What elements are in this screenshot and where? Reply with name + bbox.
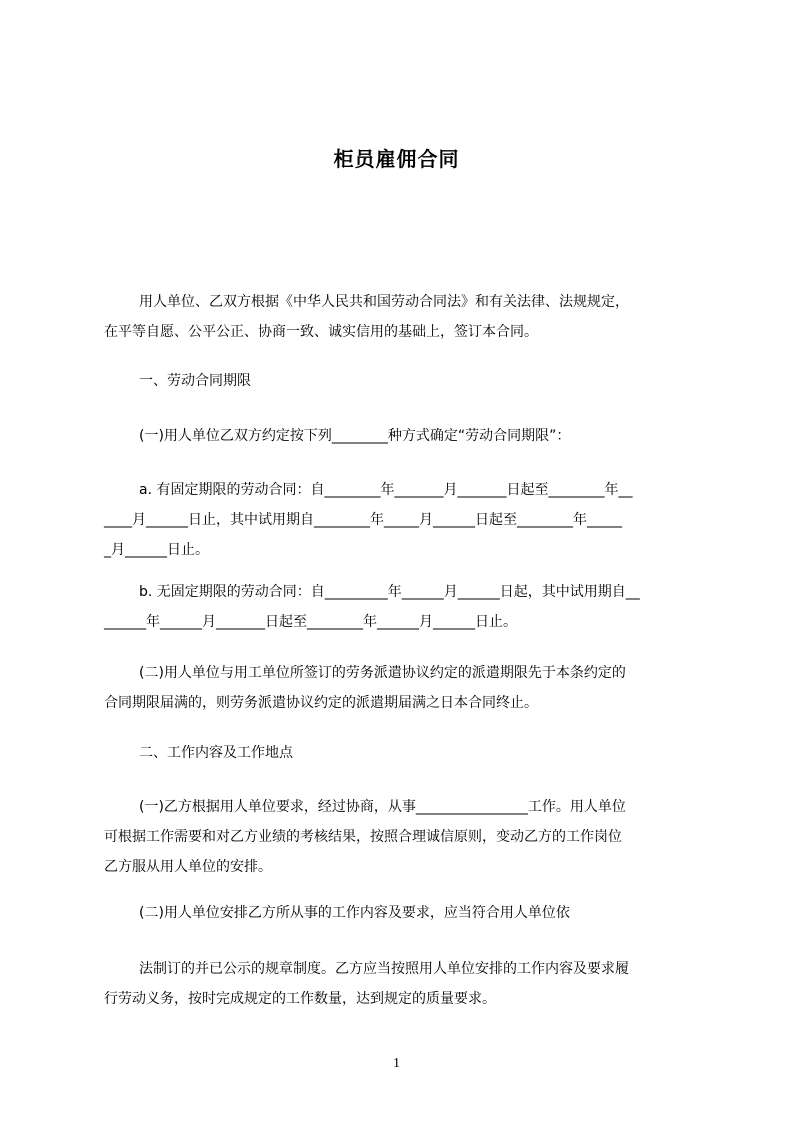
paragraph-line: ____月______日止，其中试用期自________年_____月______日起至________年_____ bbox=[104, 512, 622, 528]
paragraph-line: (二)用人单位安排乙方所从事的工作内容及要求，应当符合用人单位依 bbox=[139, 905, 570, 921]
paragraph-line: 行劳动义务，按时完成规定的工作数量，达到规定的质量要求。 bbox=[104, 991, 496, 1007]
document-title: 柜员雇佣合同 bbox=[333, 147, 460, 171]
paragraph-line: ______年______月_______日起至________年______月______日止。 bbox=[104, 614, 517, 630]
paragraph-line: 法制订的并已公示的规章制度。乙方应当按照用人单位安排的工作内容及要求履 bbox=[139, 961, 629, 977]
paragraph-line: (一)用人单位乙双方约定按下列________种方式确定“劳动合同期限”： bbox=[139, 428, 571, 444]
paragraph-line: _月______日止。 bbox=[104, 542, 209, 558]
paragraph-clause-2-1 bbox=[104, 792, 700, 882]
paragraph-fixed-term bbox=[104, 475, 700, 565]
section-heading-work bbox=[104, 738, 700, 768]
paragraph-line: 乙方服从用人单位的安排。 bbox=[104, 859, 272, 875]
paragraph-clause-1-2 bbox=[104, 658, 700, 718]
paragraph-clause-1-1 bbox=[104, 421, 700, 451]
paragraph-line: 一、劳动合同期限 bbox=[139, 373, 251, 389]
paragraph-line: b. 无固定期限的劳动合同：自_________年______月______日起，其中试用期自__ bbox=[139, 584, 640, 600]
paragraph-clause-2-2-continued bbox=[104, 954, 700, 1014]
paragraph-line: 用人单位、乙双方根据《中华人民共和国劳动合同法》和有关法律、法规规定， bbox=[139, 294, 629, 310]
page-number: 1 bbox=[393, 1056, 400, 1071]
paragraph-line: a. 有固定期限的劳动合同：自________年_______月_______日起至________年__ bbox=[139, 482, 633, 498]
paragraph-clause-2-2 bbox=[104, 898, 700, 928]
paragraph-open-term bbox=[104, 577, 700, 637]
paragraph-intro bbox=[104, 287, 700, 347]
paragraph-line: 可根据工作需要和对乙方业绩的考核结果，按照合理诚信原则，变动乙方的工作岗位 bbox=[104, 829, 622, 845]
paragraph-line: 合同期限届满的，则劳务派遣协议约定的派遣期届满之日本合同终止。 bbox=[104, 695, 538, 711]
section-heading-term bbox=[104, 366, 700, 396]
paragraph-line: 二、工作内容及工作地点 bbox=[139, 745, 293, 761]
paragraph-line: 在平等自愿、公平公正、协商一致、诚实信用的基础上，签订本合同。 bbox=[104, 324, 538, 340]
paragraph-line: (一)乙方根据用人单位要求，经过协商，从事________________工作。用人单位 bbox=[139, 799, 626, 815]
paragraph-line: (二)用人单位与用工单位所签订的劳务派遣协议约定的派遣期限先于本条约定的 bbox=[139, 665, 626, 681]
